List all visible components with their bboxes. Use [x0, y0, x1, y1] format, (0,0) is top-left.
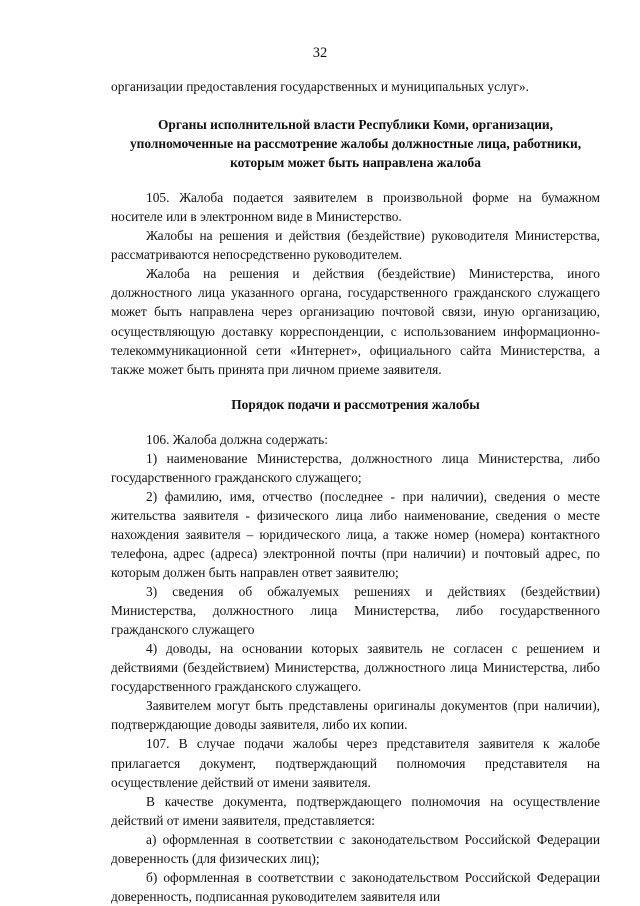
list-item-1: 1) наименование Министерства, должностного лица Министерства, либо государственного гражданского служащего;	[111, 450, 600, 485]
paragraph-complaints-head: Жалобы на решения и действия (бездействие) руководителя Министерства, рассматриваются непосредственно руководителем.	[111, 228, 600, 263]
paragraph-originals: Заявителем могут быть представлены оригиналы документов (при наличии), подтверждающие доводы заявителя, либо их копии.	[111, 698, 600, 733]
section-heading-complaint-recipients: Органы исполнительной власти Республики Коми, организации, уполномоченные на рассмотрение жалобы должностные лица, работники, которым может быть направлена жалоба	[129, 117, 582, 171]
list-item-b: б) оформленная в соответствии с законодательством Российской Федерации доверенность, подписанная руководителем заявителя или	[111, 869, 600, 904]
document-body	[111, 77, 600, 906]
paragraph-complaint-channels: Жалоба на решения и действия (бездействие) Министерства, иного должностного лица указанного органа, государственного гражданского служащего может быть направлена через организацию почтовой связи, иную организацию, осуществляющую доставку корреспонденции, с использованием информационно-телекоммуникационной сети «Интернет», официального сайта Министерства, а также может быть принята при личном приеме заявителя.	[111, 266, 600, 377]
paragraph-105: 105. Жалоба подается заявителем в произвольной форме на бумажном носителе или в электронном виде в Министерство.	[111, 190, 600, 225]
list-item-a: а) оформленная в соответствии с законодательством Российской Федерации доверенность (для физических лиц);	[111, 831, 600, 866]
paragraph-continuation: организации предоставления государственных и муниципальных услуг».	[111, 79, 529, 94]
list-item-4: 4) доводы, на основании которых заявитель не согласен с решением и действиями (бездействием) Министерства, должностного лица Министерства, либо государственного гражданского служащего.	[111, 641, 600, 695]
paragraph-106: 106. Жалоба должна содержать:	[146, 431, 328, 447]
paragraph-107: 107. В случае подачи жалобы через представителя заявителя к жалобе прилагается документ, подтверждающий полномочия представителя на осуществление действий от имени заявителя.	[111, 736, 600, 790]
page-number: 32	[312, 45, 328, 61]
section-heading-complaint-procedure: Порядок подачи и рассмотрения жалобы	[231, 396, 480, 412]
list-item-2: 2) фамилию, имя, отчество (последнее - при наличии), сведения о месте жительства заявителя - физического лица либо наименование, сведения о месте нахождения заявителя – юридического лица, а также номер (номера) контактного телефона, адрес (адреса) электронной почты (при наличии) и почтовый адрес, по которым должен быть направлен ответ заявителю;	[111, 488, 600, 581]
list-item-3: 3) сведения об обжалуемых решениях и действиях (бездействии) Министерства, должностного лица Министерства, либо государственного гражданского служащего	[111, 584, 600, 638]
paragraph-authority-document: В качестве документа, подтверждающего полномочия на осуществление действий от имени заявителя, представляется:	[111, 793, 600, 828]
